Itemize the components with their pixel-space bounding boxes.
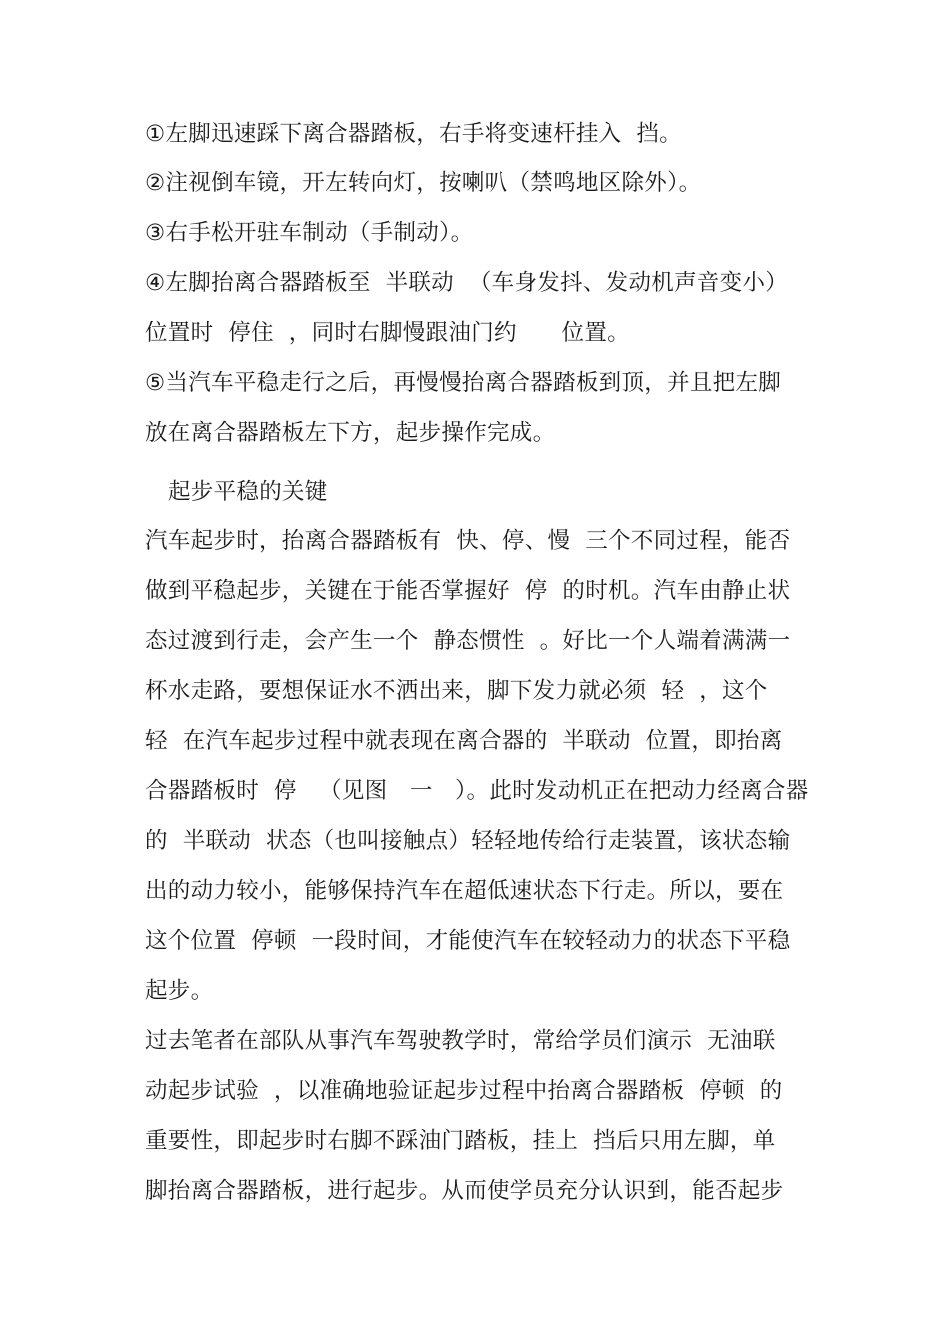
text-line: 做到平稳起步，关键在于能否掌握好 停 的时机。汽车由静止状	[145, 578, 791, 604]
text-line: ②注视倒车镜，开左转向灯，按喇叭（禁鸣地区除外）。	[145, 170, 702, 196]
text-line: ⑤当汽车平稳走行之后，再慢慢抬离合器踏板到顶，并且把左脚	[145, 370, 782, 396]
text-line: 过去笔者在部队从事汽车驾驶教学时，常给学员们演示 无油联	[145, 1028, 776, 1054]
text-line: 起步。	[145, 978, 214, 1004]
text-line: 这个位置 停顿 一段时间，才能使汽车在较轻动力的状态下平稳	[145, 928, 791, 954]
text-line: 出的动力较小，能够保持汽车在超低速状态下行走。所以，要在	[145, 878, 784, 904]
section-heading: 起步平稳的关键	[168, 479, 328, 505]
text-line: 合器踏板时 停 （见图 一 ）。此时发动机正在把动力经离合器	[145, 778, 809, 804]
text-line: 汽车起步时，抬离合器踏板有 快、停、慢 三个不同过程，能否	[145, 528, 791, 554]
text-line: ④左脚抬离合器踏板至 半联动 （车身发抖、发动机声音变小）	[145, 270, 789, 296]
text-line: 放在离合器踏板左下方，起步操作完成。	[145, 420, 556, 446]
text-line: 杯水走路，要想保证水不洒出来，脚下发力就必须 轻 ，这个	[145, 678, 768, 704]
text-line: 位置时 停住 ，同时右脚慢跟油门约 位置。	[145, 320, 630, 346]
text-line: 的 半联动 状态（也叫接触点）轻轻地传给行走装置，该状态输	[145, 828, 791, 854]
text-line: 重要性，即起步时右脚不踩油门踏板，挂上 挡后只用左脚，单	[145, 1128, 776, 1154]
text-line: 态过渡到行走，会产生一个 静态惯性 。好比一个人端着满满一	[145, 628, 791, 654]
text-line: ③右手松开驻车制动（手制动）。	[145, 220, 474, 246]
text-line: 动起步试验 ，以准确地验证起步过程中抬离合器踏板 停顿 的	[145, 1078, 783, 1104]
text-line: 轻 在汽车起步过程中就表现在离合器的 半联动 位置，即抬离	[145, 728, 783, 754]
text-line: 脚抬离合器踏板，进行起步。从而使学员充分认识到，能否起步	[145, 1178, 784, 1204]
text-line: ①左脚迅速踩下离合器踏板，右手将变速杆挂入 挡。	[145, 121, 682, 147]
